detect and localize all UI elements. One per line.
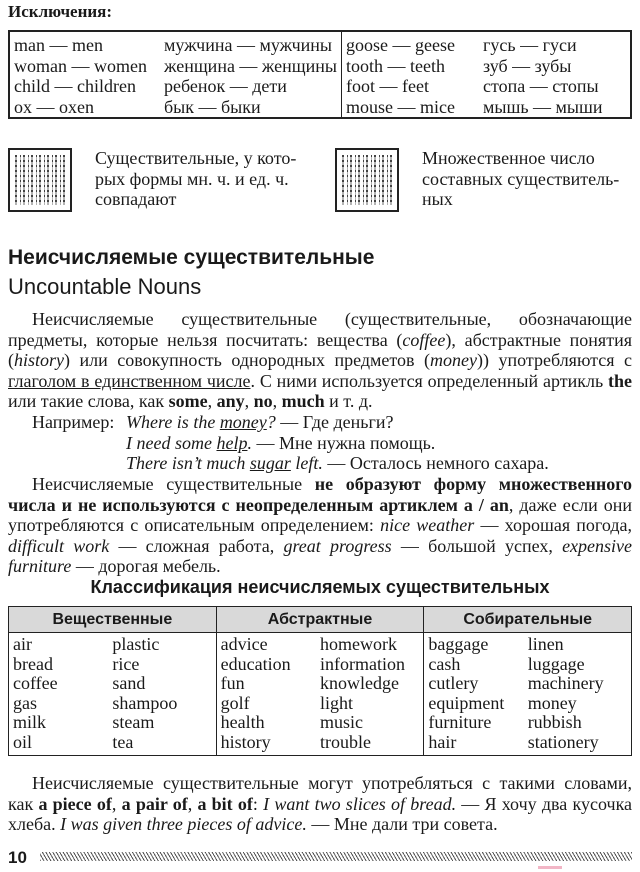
exceptions-title: Исключения: (8, 2, 113, 21)
word: child — children (14, 76, 136, 96)
column-abstract: Абстрактные advice education fun golf health history homework information knowledge light music trouble (216, 607, 424, 755)
footer-hatched-line (40, 852, 632, 861)
qr-caption: Существительные, у кото-рых формы мн. ч. и ед. ч. совпадают (95, 148, 297, 209)
footer-accent (538, 866, 562, 869)
exceptions-left (10, 32, 341, 117)
paragraph-1: Неисчисляемые существительные (существительные, обозначающие предметы, которые нельзя посчитать: вещества (coffee), абстрактные понятия (history) или совокупность однородных предметов (money)) употребляются с глаголом в единственном числе. С ними используется определенный артикль the или такие слова, как some, any, no, much и т. д. (8, 309, 633, 412)
classification-table (8, 606, 632, 756)
paragraph-2: Неисчисляемые существительные не образуют форму множественного числа и не используются с неопределенным артиклем a / an, даже если они употребляются с описательным определением: nice weather — хорошая погода, difficult work — сложная работа, great progress — большой успех, expensive furniture — дорогая мебель. (8, 474, 633, 577)
page-number: 10 (8, 848, 27, 867)
column-material: Вещественные air bread coffee gas milk oil plastic rice sand shampoo steam tea (9, 607, 216, 755)
column-header: Вещественные (9, 607, 216, 633)
exceptions-table (8, 30, 632, 119)
word: mouse — mice (345, 96, 455, 117)
qr-code-icon[interactable] (8, 148, 72, 212)
word: женщина — женщины (164, 55, 337, 76)
column-header: Абстрактные (217, 607, 424, 633)
qr-code-icon[interactable] (335, 148, 399, 212)
word: tooth — teeth (345, 55, 445, 76)
word: стопа — стопы (482, 76, 599, 96)
exceptions-right (341, 32, 630, 117)
examples: Например: Where is the money? — Где деньги? I need some help. — Мне нужна помощь. There isn’t much sugar left. — Осталось немного сахара. (32, 412, 549, 474)
column-header: Собирательные (424, 607, 631, 633)
right-ru (482, 35, 603, 117)
word: woman — women (14, 55, 147, 76)
word: man — men (14, 35, 103, 55)
word: ребенок — дети (164, 76, 287, 96)
word: мышь — мыши (482, 96, 603, 117)
left-ru (164, 35, 337, 117)
right-en (345, 35, 483, 117)
word: бык — быки (164, 96, 261, 117)
section-title-ru: Неисчисляемые существительные (8, 246, 375, 269)
section-title-en: Uncountable Nouns (8, 274, 202, 299)
left-en (14, 35, 164, 117)
column-collective: Собирательные baggage cash cutlery equipment furniture hair linen luggage machinery money rubbish stationery (423, 607, 631, 755)
qr-caption: Множественное число составных существитель-ных (422, 148, 620, 209)
word: foot — feet (345, 76, 429, 96)
word: зуб — зубы (482, 55, 572, 76)
word: ox — oxen (14, 96, 94, 117)
paragraph-3: Неисчисляемые существительные могут употребляться с такими словами, как a piece of, a pair of, a bit of: I want two slices of bread. — Я хочу два кусочка хлеба. I was given three pieces of advice. — Мне дали три совета. (8, 773, 633, 835)
word: гусь — гуси (482, 35, 577, 55)
classification-title: Классификация неисчисляемых существительных (90, 577, 550, 597)
word: goose — geese (345, 35, 455, 55)
word: мужчина — мужчины (164, 35, 333, 55)
